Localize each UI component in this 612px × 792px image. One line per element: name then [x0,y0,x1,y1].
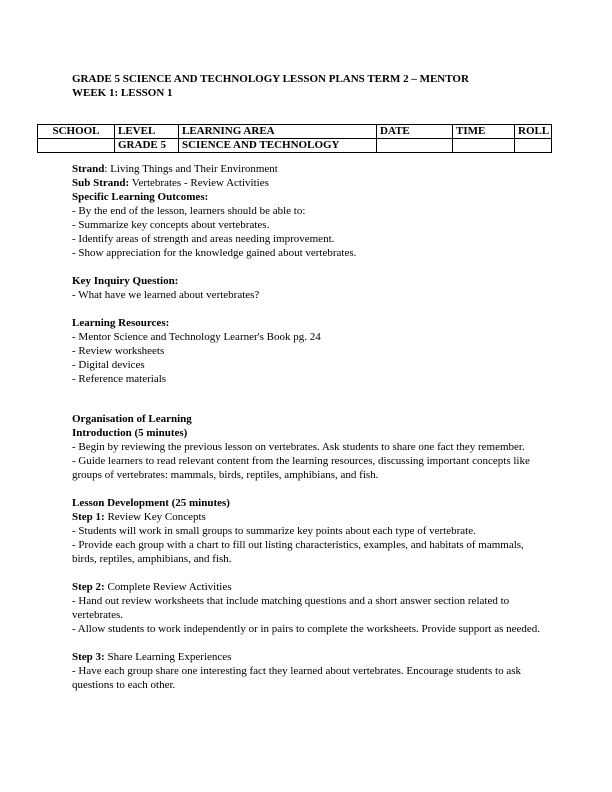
step-title: Review Key Concepts [104,511,206,523]
list-item: - Provide each group with a chart to fill out listing characteristics, examples, and habitats of mammals, birds, reptiles, amphibians, and fish. [72,539,524,565]
title-line-2: WEEK 1: LESSON 1 [72,87,173,99]
sub-strand-value: Vertebrates - Review Activities [129,177,269,189]
cell-school [38,139,115,153]
step-1-heading [72,510,542,524]
table-row [38,139,552,153]
strand-label: Strand [72,163,105,175]
list-item: - Students will work in small groups to summarize key points about each type of vertebrate. [72,525,476,537]
list-item: - Summarize key concepts about vertebrates. [72,219,270,231]
list-item: - Have each group share one interesting fact they learned about vertebrates. Encourage students to ask questions to each other. [72,665,521,691]
list-item: - Digital devices [72,359,145,371]
header-time: TIME [453,125,515,139]
step-title: Complete Review Activities [104,581,232,593]
lesson-body [72,162,542,692]
inquiry-heading: Key Inquiry Question: [72,275,179,287]
table-header-row [38,125,552,139]
list-item: - What have we learned about vertebrates? [72,289,260,301]
document-title [72,72,542,100]
cell-level: GRADE 5 [115,139,179,153]
step-label: Step 2: [72,581,105,593]
list-item: - By the end of the lesson, learners should be able to: [72,205,306,217]
strand-value: : Living Things and Their Environment [104,163,278,175]
sub-strand-line [72,176,542,190]
development-heading: Lesson Development (25 minutes) [72,497,230,509]
cell-date [377,139,453,153]
step-2-heading [72,580,542,594]
organisation-heading: Organisation of Learning [72,413,192,425]
cell-learning-area: SCIENCE AND TECHNOLOGY [179,139,377,153]
list-item: - Review worksheets [72,345,165,357]
resources-heading: Learning Resources: [72,317,170,329]
header-school: SCHOOL [38,125,115,139]
header-date: DATE [377,125,453,139]
step-label: Step 3: [72,651,105,663]
list-item: - Show appreciation for the knowledge gained about vertebrates. [72,247,357,259]
step-label: Step 1: [72,511,105,523]
list-item: - Mentor Science and Technology Learner's Book pg. 24 [72,331,321,343]
list-item: - Begin by reviewing the previous lesson on vertebrates. Ask students to share one fact they remember. [72,441,525,453]
cell-roll [515,139,552,153]
header-level: LEVEL [115,125,179,139]
title-line-1: GRADE 5 SCIENCE AND TECHNOLOGY LESSON PLANS TERM 2 – MENTOR [72,73,469,85]
outcomes-heading: Specific Learning Outcomes: [72,191,209,203]
cell-time [453,139,515,153]
list-item: - Reference materials [72,373,167,385]
lesson-info-table [37,124,552,153]
list-item: - Hand out review worksheets that include matching questions and a short answer section related to vertebrates. [72,595,510,621]
list-item: - Allow students to work independently or in pairs to complete the worksheets. Provide support as needed. [72,623,541,635]
step-title: Share Learning Experiences [104,651,232,663]
strand-line [72,162,542,176]
list-item: - Identify areas of strength and areas needing improvement. [72,233,335,245]
introduction-heading: Introduction (5 minutes) [72,427,188,439]
list-item: - Guide learners to read relevant content from the learning resources, discussing important concepts like groups of vertebrates: mammals, birds, reptiles, amphibians, and fish. [72,455,530,481]
sub-strand-label: Sub Strand: [72,177,130,189]
header-learning-area: LEARNING AREA [179,125,377,139]
step-3-heading [72,650,542,664]
header-roll: ROLL [515,125,552,139]
